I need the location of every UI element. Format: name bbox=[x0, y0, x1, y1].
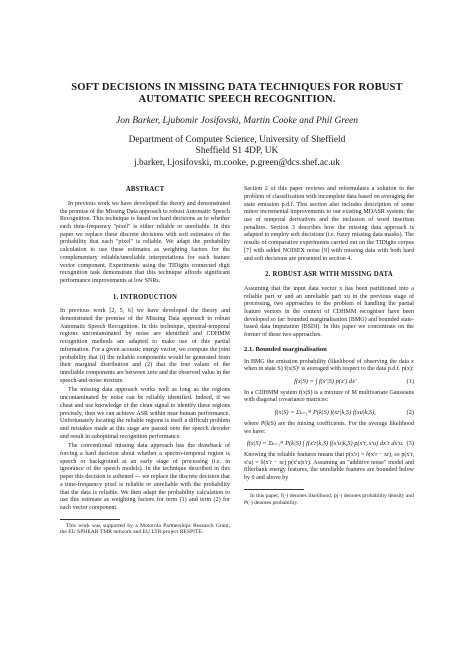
intro-heading: 1. INTRODUCTION bbox=[112, 293, 178, 301]
subsection-2-1-paragraph-2: In a CDHMM system f(x|S) is a mixture of M multivariate Gaussians with diagonal covariance matrices: bbox=[244, 389, 414, 404]
paper-title bbox=[60, 82, 414, 106]
abstract-text: In previous work we have developed the theory and demonstrated the promise of the Missing Data approach to robust Automatic Speech Recognition. This technique is based on hard decisions as to whether each time-frequency "pixel" is either reliable or unreliable. In this paper we replace these discrete decisions with soft estimates of the probability that each "pixel" is reliable. We adapt the probability calculation to use these estimates as weighting factors for the complementary reliable/unreliable interpretations for each feature vector component. Experiments using the TIDigits connected digit recognition task demonstrate that this technique affords significant performance improvements at low SNRs. bbox=[60, 200, 230, 284]
equation-1-number: (1) bbox=[406, 377, 414, 385]
two-column-body bbox=[60, 186, 414, 536]
subsection-2-1-paragraph-3: where P(k|S) are the mixing coefficients. For the average likelihood we have: bbox=[244, 420, 414, 435]
affiliation-department: Department of Computer Science, University of Sheffield bbox=[128, 135, 346, 145]
affiliation-emails: j.barker, l.josifovski, m.cooke, p.green@dcs.shef.ac.uk bbox=[134, 157, 340, 168]
affiliation-address: Sheffield S1 4DP, UK bbox=[195, 146, 279, 157]
right-column bbox=[244, 186, 414, 536]
equation-3 bbox=[244, 440, 414, 448]
subsection-2-1-paragraph-1: In BMG the emission probability (likelihood of observing the data x when in state S) f(x|S)¹ is averaged with respect to the data p.d.f. p(x): bbox=[244, 358, 414, 373]
equation-1 bbox=[244, 378, 414, 386]
title-line-1: SOFT DECISIONS IN MISSING DATA TECHNIQUES FOR ROBUST bbox=[71, 82, 403, 93]
equation-2-number: (2) bbox=[406, 409, 414, 417]
right-footnote: In this paper, f(·) denotes likelihood, p(·) denotes probability density and P(·) denotes probability. bbox=[244, 492, 414, 506]
subsection-2-1-heading: 2.1. Bounded marginalisation bbox=[244, 345, 327, 353]
abstract-heading: ABSTRACT bbox=[125, 186, 165, 194]
title-line-2: AUTOMATIC SPEECH RECOGNITION. bbox=[138, 94, 336, 105]
intro-paragraph-3: The conventional missing data approach has the drawback of forcing a hard decision about whether a spectro-temporal region is speech or background at an early stage of processing (i.e. in ignorance of the speech models). In the technique described in this paper this decision is softened — we replace the discrete decision that a time-frequency pixel is reliable or unreliable with the probability that the data is reliable. We then adapt the probability calculation to use this estimate as weighting factors for term (1) and term (2) for each vector component. bbox=[60, 443, 230, 511]
affiliation bbox=[60, 135, 414, 169]
equation-2-body: f(x|S) = Σₖ₌₁ᴹ P(k|S) f(xr|k,S) f(xu|k,S), bbox=[274, 409, 376, 417]
section-overview-paragraph: Section 2 of this paper reviews and reformulates a solution to the problem of classification with incomplete data based on averaging the state emission p.d.f. This section also includes description of some minor incremental improvements to our existing MDASR system: the use of temporal derivatives and the inclusion of word insertion penalties. Section 3 describes how the missing data approach is adapted to employ soft decisions (i.e. fuzzy missing data masks). The results of comparative experiments carried out on the TIDigits corpus [7] with added NOISEX noise [9] with missing data with both hard and soft decisions are presented in section 4. bbox=[244, 186, 414, 262]
equation-3-body: f(x|S) = Σₖ₌₁ᴹ P(k|S) ∫ f(x′r|k,S) f(x′u|k,S) p(x′r, x′u) dx′r dx′u. bbox=[246, 440, 404, 448]
equation-3-number: (3) bbox=[406, 440, 414, 448]
intro-paragraph-1: In previous work [2, 5, 6] we have developed the theory and demonstrated the promise of the Missing Data approach to robust Automatic Speech Recognition. In this technique, spectral-temporal regions uncontaminated by noise are identified and CDHMM recognition methods are adapted to make use of this partial information. For a given acoustic energy vector, we compute the joint probability that (i) the reliable components would be generated from their marginal distribution and (2) that the true values of the unreliable components are between zero and the observed value in the speech-and-noise mixture. bbox=[60, 308, 230, 384]
subsection-2-1-paragraph-4: Knowing the reliable features means that p(x′r) = δ(x′r − xr), so p(x′r, x′u) = δ(x′r − xr) p(x′u|x′r). Assuming an "additive noise" model and filterbank energy features, the unreliable features are bounded below by 0 and above by bbox=[244, 451, 414, 482]
equation-2 bbox=[244, 409, 414, 417]
section-2-heading: 2. ROBUST ASR WITH MISSING DATA bbox=[265, 271, 393, 279]
left-footnote: This work was supported by a Motorola Partnerships Research Grant, the EU SPHEAR TMR network and EU LTR project RESPITE. bbox=[60, 522, 230, 536]
authors: Jon Barker, Ljubomir Josifovski, Martin Cooke and Phil Green bbox=[115, 115, 359, 126]
intro-paragraph-2: The missing data approach works well as long as the regions uncontaminated by noise can be reliably identified. Indeed, if we cheat and use knowledge of the clean signal to identify these regions precisely, then we can achieve ASR within near human performance. Unfortunately locating the reliable regions is itself a difficult problem and mistakes made at this stage are passed onto the speech decoder and result in suboptimal recognition performance. bbox=[60, 387, 230, 440]
left-column bbox=[60, 186, 230, 536]
section-2-paragraph: Assuming that the input data vector x has been partitioned into a reliable part xr and an unreliable part xu in the previous stage of processing, two approaches to the problem of handling the partial feature vectors in the context of CDHMM recogniser have been developed so far: bounded marginalisation (BMG) and bounded state-based data imputation (BSDI). In this paper we concentrate on the former of these two approaches. bbox=[244, 285, 414, 339]
footnote-rule bbox=[60, 519, 120, 520]
equation-1-body: f(x|S) = ∫ f(x′|S) p(x′) dx′ bbox=[294, 377, 357, 385]
footnote-rule bbox=[244, 489, 304, 490]
